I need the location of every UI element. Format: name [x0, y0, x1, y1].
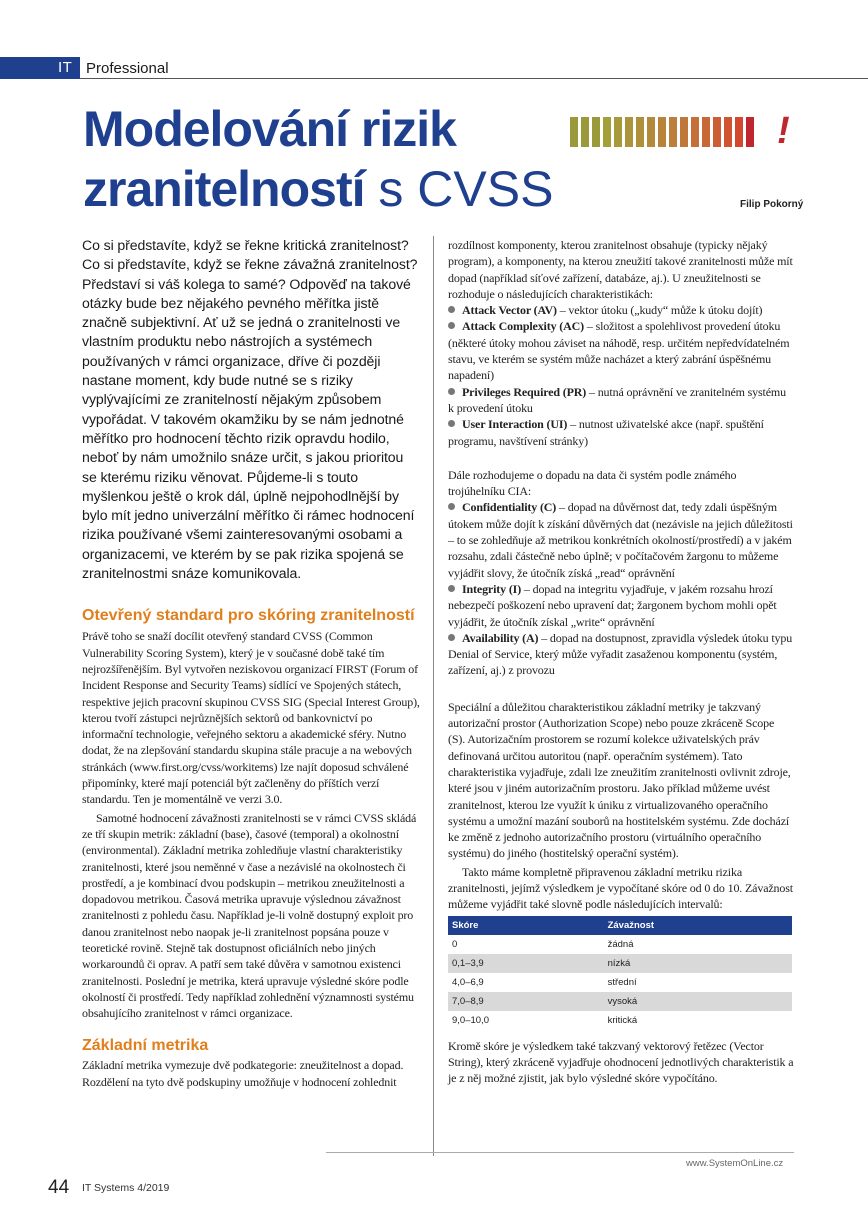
table-row: [448, 992, 792, 1011]
bullet-dot-icon: [448, 322, 455, 329]
page-number: 44: [48, 1177, 70, 1198]
meter-bar: [614, 117, 622, 147]
bullet-item: [448, 384, 794, 417]
severity-table: [448, 916, 792, 1030]
meter-bar: [691, 117, 699, 147]
bullet-text: – dopad na integritu vyjadřuje, v jakém rozsahu hrozí nebezpečí poškození nebo upravení dat; žargonem bychom mohli opět vyjádřit, že útočník získal „write“ oprávnění: [448, 581, 777, 629]
meter-bar: [625, 117, 633, 147]
header-rule: [80, 78, 868, 79]
left-column: [82, 236, 420, 1090]
meter-bar: [581, 117, 589, 147]
section-heading-base-metric: Základní metrika: [82, 1037, 209, 1055]
severity-cell: vysoká: [604, 992, 792, 1011]
severity-cell: střední: [607, 976, 637, 988]
severity-cell: nízká: [604, 954, 792, 973]
score-cell: 9,0–10,0: [452, 1014, 489, 1026]
website-url: www.SystemOnLine.cz: [686, 1158, 784, 1169]
title-bold-word: zranitelností: [83, 161, 365, 217]
bullet-dot-icon: [448, 388, 455, 395]
severity-cell: kritická: [607, 1014, 638, 1026]
bullet-dot-icon: [448, 634, 455, 641]
meter-bar: [603, 117, 611, 147]
score-cell: 0,1–3,9: [448, 954, 604, 973]
bullet-term: User Interaction (UI): [462, 417, 568, 432]
bullet-item: [448, 499, 794, 580]
bullet-dot-icon: [448, 420, 455, 427]
footer-rule: [326, 1152, 794, 1153]
paragraph: Právě toho se snaží docílit otevřený standard CVSS (Common Vulnerability Scoring System), který je v současné době také tím nejrozšířenějším. Byl vytvořen neziskovou organizací FIRST (Forum of Incident Response and Security Teams) sídlící ve Spojených státech, respektive jejich pracovní skupinou CVSS SIG (Special Interest Group), kterou tvoří zástupci nejrůznějších sektorů od bankovnictví po informační technologie, veřejného sektoru a akademické sféry. Nutno dodat, že na zlepšování standardu skupina stále pracuje a na webových stránkách (www.first.org/cvss/workitems) lze najít doposud schválené připomínky, které mají potenciál být začleněny do příštích verzí standardu. Ten je momentálně ve verzi 3.0.: [82, 629, 420, 807]
meter-bar: [658, 117, 666, 147]
meter-bar: [702, 117, 710, 147]
section-it-label: IT: [58, 59, 73, 76]
section-label: Professional: [86, 60, 169, 77]
paragraph: Speciální a důležitou charakteristikou základní metriky je takzvaný autorizační prostor (Authorization Scope) nebo pouze zkráceně Scope (S). Autorizačním prostorem se rozumí kolekce uživatelských práv definovaná určitou autoritou (např. operačním systémem). Tato charakteristika vyjadřuje, zdali lze zneužitím zranitelnosti ovlivnit zdroje, které jsou v jiném autorizačním prostoru. Jako příklad můžeme uvést zranitelnost, kterou lze využít k úniku z virtualizovaného operačního systému a umožní mazání souborů na hostitelském systému. Zde dochází ke změně z jednoho autorizačního prostoru (virtuálního operačního systému) do jiného (hostitelský operační systém).: [448, 699, 791, 861]
meter-bar: [592, 117, 600, 147]
bullet-text: – dopad na dostupnost, zpravidla výsledek útoku typu Denial of Service, který může vyřadit zasaženou komponentu (systém, zařízení, aj.) z provozu: [448, 630, 793, 678]
paragraph: rozdílnost komponenty, kterou zranitelnost obsahuje (typicky nějaký program), a komponenty, na kterou zneužití takové zranitelnosti může mít dopad (například síťové zařízení, databáze, aj.). U zneužitelnosti se rozhoduje o následujících charakteristikách:: [448, 238, 793, 301]
article-title-line2: [83, 161, 554, 217]
meter-bar: [636, 117, 644, 147]
exclamation-mark: !: [777, 110, 790, 152]
meter-bar: [669, 117, 677, 147]
bullet-text: – nutná oprávnění ve zranitelném systému k provedení útoku: [448, 384, 786, 415]
column-header: Skóre: [448, 916, 604, 935]
paragraph: Základní metrika vymezuje dvě podkategorie: zneužitelnost a dopad. Rozdělení na tyto dvě podskupiny umožňuje v hodnocení zohlednit: [82, 1058, 404, 1089]
bullet-item: [448, 318, 794, 383]
table-row: [448, 954, 792, 973]
table-header-row: [448, 916, 792, 935]
right-column: [448, 237, 794, 1086]
lead-paragraph: Co si představíte, když se řekne kritická zranitelnost? Co si představíte, když se řekne závažná zranitelnost? Představí si váš kolega to samé? Odpověď na takové otázky bude bez nějakého pevného měřítka jistě značně subjektivní. Ať už se jedná o zranitelnosti ve vlastním produktu nebo nástrojích a systémech používaných v rámci organizace, dříve či později nastane moment, kdy bude nutné se s riziky vyplývajícími ze zranitelností nějakým způsobem vypořádat. V takovém okamžiku by se nám jednotné měřítko pro hodnocení těchto rizik opravdu hodilo, neboť by nám umožnilo snáze určit, s jakou prioritou se kterému riziku věnovat. Půjdeme-li s touto myšlenkou ještě o krok dál, úplně nejpohodlnější by bylo mít jedno univerzální měřítko či rámec hodnocení rizika používané všemi zainteresovanými osobami a organizacemi, ve kterém by se pak rizika spojená se zranitelnostmi snáze komunikovala.: [82, 237, 418, 582]
bullet-term: Attack Complexity (AC): [462, 319, 585, 334]
bullet-text: – nutnost uživatelské akce (např. spuštění programu, navštívení stránky): [448, 417, 764, 448]
bullet-term: Availability (A): [462, 630, 539, 645]
bullet-dot-icon: [448, 306, 455, 313]
table-row: [448, 973, 792, 992]
bullet-text: – dopad na důvěrnost dat, tedy zdali úspěšným útokem může dojít k získání důvěrných dat (nezávisle na jejich důležitosti – to se zohledňuje až metrikou konkrétních okolností/prostředí) a v jakém rozsahu, zdali částečně nebo úplně; v počítačovém žargonu to můžeme vyjádřit slovy, že útočník získá „read“ oprávnění: [448, 500, 793, 580]
meter-bar: [570, 117, 578, 147]
column-divider: [433, 236, 434, 1156]
bullet-item: [448, 581, 794, 630]
paragraph: Dále rozhodujeme o dopadu na data či systém podle známého trojúhelníku CIA:: [448, 467, 737, 499]
bullet-text: – složitost a spolehlivost provedení útoku (některé útoky mohou záviset na náhodě, resp. určitém nepředvídatelném stavu, ve kterém se systém může nacházet a který zabrání úspěšnému napadení): [448, 319, 790, 383]
paragraph: Samotné hodnocení závažnosti zranitelnosti se v rámci CVSS skládá ze tří skupin metrik: základní (base), časové (temporal) a okolnostní (environmental). Základní metrika zohledňuje vlastní charakteristiky zranitelnosti, které jsou neměnné v čase a nezávislé na okolnostech či prostředí, a je kombinací dvou podskupin – metrikou zneužitelnosti a dopadovou metrikou. Časová metrika upravuje výslednou závažnost zranitelnosti z pohledu času. Například je-li volně dostupný exploit pro danou zranitelnost nebo naopak je-li zranitelnost popsána pouze v teoretické rovině. Stejně tak dostupnost oficiálních nebo jiných workaroundů či oprav. A patří sem také důvěra v samotnou existenci zranitelnosti. Poslední je metrika, která upravuje výsledné skóre podle okolností či prostředí. Tedy například zohlednění významnosti systému obsahujícího zranitelnost v rámci organizace.: [82, 810, 417, 1021]
score-cell: 0: [452, 938, 458, 950]
author-name: Filip Pokorný: [740, 199, 804, 210]
bullet-term: Attack Vector (AV): [462, 303, 557, 318]
bullet-text: – vektor útoku („kudy“ může k útoku dojít): [556, 303, 763, 318]
magazine-issue: IT Systems 4/2019: [82, 1182, 170, 1194]
section-heading-open-standard: Otevřený standard pro skóring zranitelností: [82, 607, 415, 625]
meter-bar: [724, 117, 732, 147]
meter-bar: [713, 117, 721, 147]
bullet-item: [448, 302, 794, 318]
bullet-item: [448, 416, 794, 449]
risk-meter-graphic: [570, 117, 754, 147]
paragraph: Takto máme kompletně připravenou základní metriku rizika zranitelnosti, jejímž výsledkem je vypočítané skóre od 0 do 10. Závažnost můžeme vyjádřit také slovně podle následujících intervalů:: [448, 864, 793, 912]
bullet-term: Privileges Required (PR): [462, 384, 587, 399]
article-title-line1: Modelování rizik: [83, 101, 456, 157]
score-cell: 7,0–8,9: [448, 992, 604, 1011]
score-cell: 4,0–6,9: [452, 976, 484, 988]
table-row: [448, 1011, 792, 1030]
title-light-words: s CVSS: [364, 161, 554, 217]
severity-cell: žádná: [607, 938, 634, 950]
column-header: Závažnost: [604, 916, 792, 935]
meter-bar: [647, 117, 655, 147]
meter-bar: [746, 117, 754, 147]
bullet-term: Integrity (I): [462, 581, 522, 596]
paragraph: Kromě skóre je výsledkem také takzvaný vektorový řetězec (Vector String), který zkráceně vyjadřuje ohodnocení jednotlivých charakteristik a je z něj možné zjistit, jak bylo výsledné skóre vypočítáno.: [448, 1038, 794, 1086]
table-row: [448, 935, 792, 954]
meter-bar: [680, 117, 688, 147]
bullet-dot-icon: [448, 503, 455, 510]
bullet-dot-icon: [448, 585, 455, 592]
bullet-item: [448, 630, 794, 679]
meter-bar: [735, 117, 743, 147]
bullet-term: Confidentiality (C): [462, 500, 557, 515]
